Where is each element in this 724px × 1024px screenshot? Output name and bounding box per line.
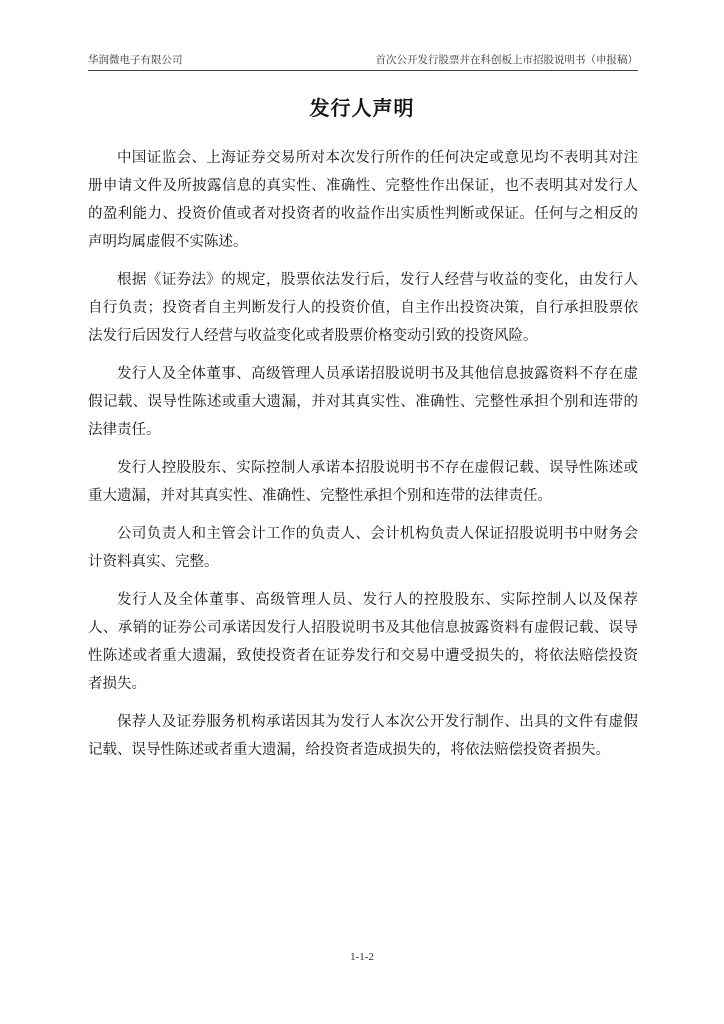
header-company-name: 华润微电子有限公司 [88,54,183,66]
declaration-paragraph: 发行人及全体董事、高级管理人员、发行人的控股股东、实际控制人以及保荐人、承销的证券公司承诺因发行人招股说明书及其他信息披露资料有虚假记载、误导性陈述或者重大遗漏，致使投资者在证券发行和交易中遭受损失的，将依法赔偿投资者损失。 [88,592,638,692]
declaration-paragraph: 保荐人及证券服务机构承诺因其为发行人本次公开发行制作、出具的文件有虚假记载、误导性陈述或者重大遗漏，给投资者造成损失的，将依法赔偿投资者损失。 [88,714,638,758]
page-number: 1-1-2 [350,951,374,963]
page-header [88,50,638,71]
declaration-paragraph: 中国证监会、上海证券交易所对本次发行所作的任何决定或意见均不表明其对注册申请文件及所披露信息的真实性、准确性、完整性作出保证，也不表明其对发行人的盈利能力、投资价值或者对投资者的收益作出实质性判断或保证。任何与之相反的声明均属虚假不实陈述。 [88,150,638,250]
declaration-body [88,144,638,774]
header-document-title: 首次公开发行股票并在科创板上市招股说明书（申报稿） [375,54,638,66]
declaration-paragraph: 公司负责人和主管会计工作的负责人、会计机构负责人保证招股说明书中财务会计资料真实、完整。 [88,526,638,570]
declaration-paragraph: 发行人控股股东、实际控制人承诺本招股说明书不存在虚假记载、误导性陈述或重大遗漏，并对其真实性、准确性、完整性承担个别和连带的法律责任。 [88,460,638,504]
page-title: 发行人声明 [309,96,415,120]
declaration-paragraph: 根据《证券法》的规定，股票依法发行后，发行人经营与收益的变化，由发行人自行负责；投资者自主判断发行人的投资价值，自主作出投资决策，自行承担股票依法发行后因发行人经营与收益变化或者股票价格变动引致的投资风险。 [88,272,638,344]
declaration-paragraph: 发行人及全体董事、高级管理人员承诺招股说明书及其他信息披露资料不存在虚假记载、误导性陈述或重大遗漏，并对其真实性、准确性、完整性承担个别和连带的法律责任。 [88,366,638,438]
